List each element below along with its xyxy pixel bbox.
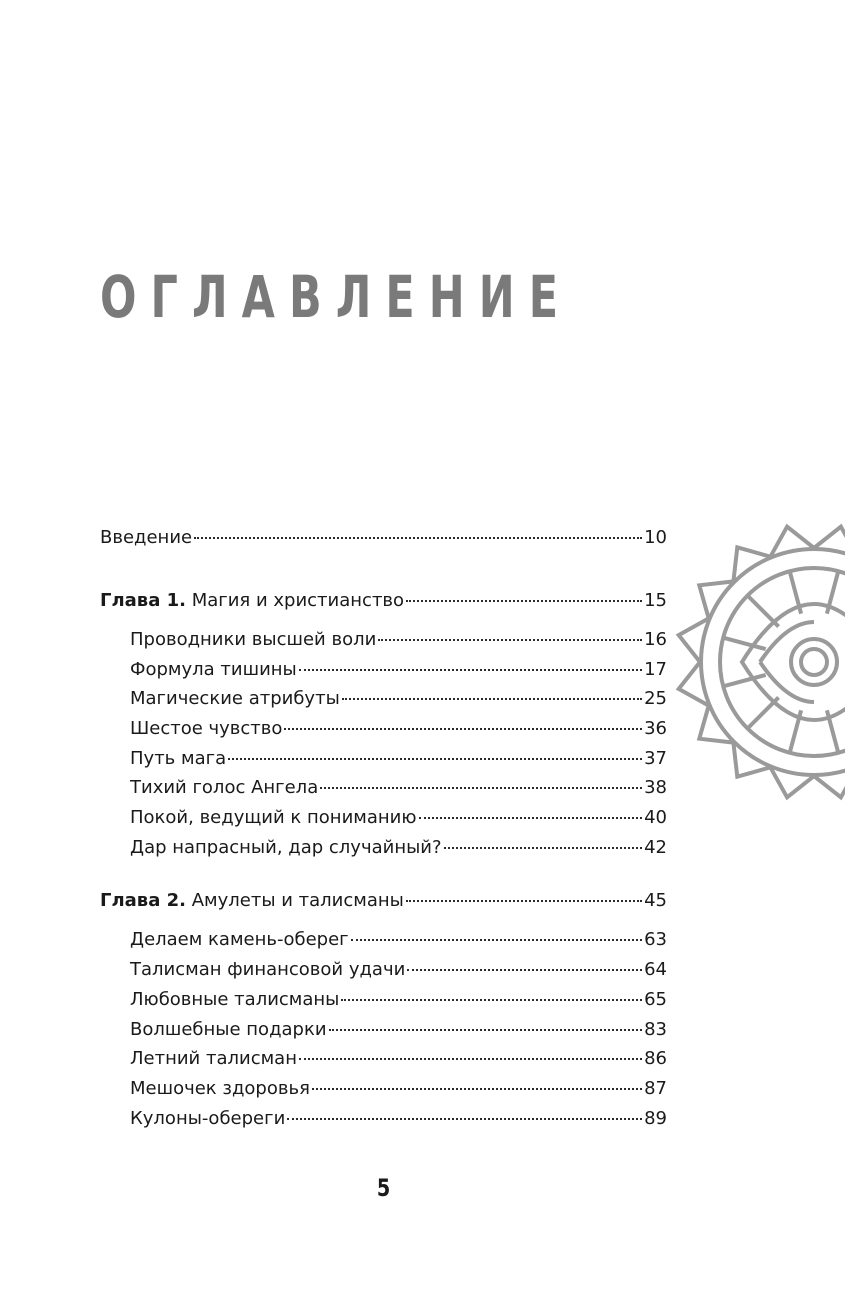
dot-leader: [329, 1029, 643, 1031]
chapter-title: Амулеты и талисманы: [191, 890, 404, 911]
dot-leader: [284, 728, 642, 730]
toc-chapter-page: 45: [644, 890, 667, 911]
toc-entry-title: Проводники высшей воли: [130, 629, 377, 650]
toc-chapter-title: [100, 590, 404, 612]
toc-entry[interactable]: [130, 837, 667, 859]
toc-entry-title: Покой, ведущий к пониманию: [130, 807, 417, 828]
toc-entry-page: 40: [644, 807, 667, 828]
toc-entry[interactable]: [130, 1048, 667, 1070]
dot-leader: [407, 969, 642, 971]
sun-eye-ornament-icon: [674, 522, 845, 806]
toc-entry-page: 17: [644, 659, 667, 680]
toc-entry[interactable]: [130, 1108, 667, 1130]
toc-entry[interactable]: [130, 807, 667, 829]
toc-entry-title: Любовные талисманы: [130, 989, 340, 1010]
toc-entry-page: 37: [644, 748, 667, 769]
toc-entry[interactable]: [130, 959, 667, 981]
toc-chapter-title: [100, 890, 404, 912]
toc-entry-title: Путь мага: [130, 748, 227, 769]
toc-entry-title: Дар напрасный, дар случайный?: [130, 837, 442, 858]
dot-leader: [406, 600, 642, 602]
toc-entry[interactable]: [130, 1019, 667, 1041]
dot-leader: [351, 939, 642, 941]
toc-entry-page: 83: [644, 1019, 667, 1040]
toc-entry-title: Формула тишины: [130, 659, 297, 680]
toc-entry-page: 16: [644, 629, 667, 650]
toc-entry[interactable]: [130, 989, 667, 1011]
dot-leader: [312, 1088, 642, 1090]
toc-entry-page: 65: [644, 989, 667, 1010]
toc-entry-title: Летний талисман: [130, 1048, 297, 1069]
toc-entry-page: 42: [644, 837, 667, 858]
toc-entry[interactable]: [130, 688, 667, 710]
dot-leader: [287, 1118, 642, 1120]
page-title: ОГЛАВЛЕНИЕ: [100, 263, 573, 331]
toc-entry[interactable]: [130, 777, 667, 799]
chapter-prefix: Глава 2.: [100, 890, 186, 911]
toc-entry[interactable]: [130, 748, 667, 770]
toc-chapter-1[interactable]: [100, 590, 667, 612]
toc-entry-page: 63: [644, 929, 667, 950]
toc-entry-page: 38: [644, 777, 667, 798]
toc-entry-intro[interactable]: [100, 527, 667, 549]
dot-leader: [194, 537, 642, 539]
toc-chapter-2[interactable]: [100, 890, 667, 912]
chapter-prefix: Глава 1.: [100, 590, 186, 611]
dot-leader: [378, 639, 642, 641]
dot-leader: [342, 698, 642, 700]
dot-leader: [320, 787, 642, 789]
toc-entry-title: Тихий голос Ангела: [130, 777, 319, 798]
toc-entry-page: 10: [644, 527, 667, 548]
dot-leader: [341, 999, 642, 1001]
toc-entry-title: Шестое чувство: [130, 718, 283, 739]
dot-leader: [419, 817, 643, 819]
toc-entry[interactable]: [130, 629, 667, 651]
dot-leader: [299, 1058, 642, 1060]
toc-entry-title: Введение: [100, 527, 193, 548]
dot-leader: [228, 758, 642, 760]
toc-entry-page: 86: [644, 1048, 667, 1069]
dot-leader: [444, 847, 643, 849]
toc-entry-page: 64: [644, 959, 667, 980]
dot-leader: [406, 900, 642, 902]
toc-entry-title: Волшебные подарки: [130, 1019, 327, 1040]
toc-entry[interactable]: [130, 659, 667, 681]
toc-entry-page: 36: [644, 718, 667, 739]
toc-entry-title: Делаем камень-оберег: [130, 929, 349, 950]
toc-entry-title: Талисман финансовой удачи: [130, 959, 406, 980]
toc-entry-page: 87: [644, 1078, 667, 1099]
toc-entry[interactable]: [130, 1078, 667, 1100]
toc-entry-title: Мешочек здоровья: [130, 1078, 310, 1099]
toc-chapter-page: 15: [644, 590, 667, 611]
toc-entry-title: Магические атрибуты: [130, 688, 340, 709]
toc-entry[interactable]: [130, 718, 667, 740]
toc-entry[interactable]: [130, 929, 667, 951]
dot-leader: [299, 669, 642, 671]
toc-entry-title: Кулоны-обереги: [130, 1108, 286, 1129]
page-number: 5: [376, 1174, 391, 1202]
toc-entry-page: 89: [644, 1108, 667, 1129]
toc-entry-page: 25: [644, 688, 667, 709]
chapter-title: Магия и христианство: [191, 590, 405, 611]
